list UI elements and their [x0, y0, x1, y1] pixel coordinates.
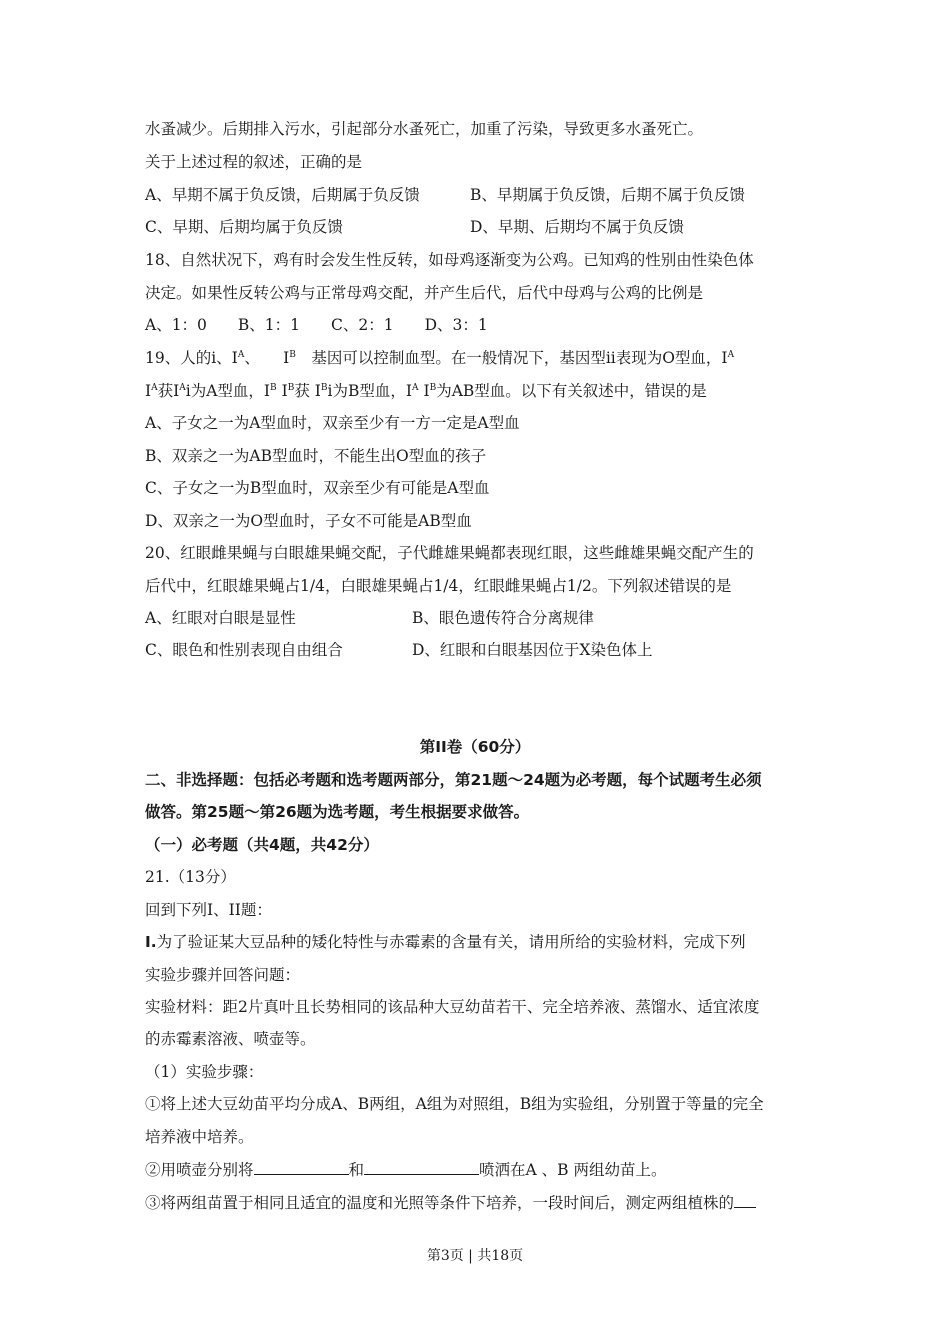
q18-stem-1: 18、自然状况下，鸡有时会发生性反转，如母鸡逐渐变为公鸡。已知鸡的性别由性染色体: [145, 251, 754, 269]
q19-option-b: B、双亲之一为AB型血时，不能生出O型血的孩子: [145, 447, 487, 465]
subsection-title: （一）必考题（共4题，共42分）: [145, 836, 379, 854]
q18-stem-2: 决定。如果性反转公鸡与正常母鸡交配，并产生后代，后代中母鸡与公鸡的比例是: [145, 284, 704, 302]
q17-option-c: C、早期、后期均属于负反馈: [145, 218, 343, 236]
q18-options: A、1：0 B、1：1 C、2：1 D、3：1: [145, 316, 488, 334]
q21-part-i-1: I.为了验证某大豆品种的矮化特性与赤霉素的含量有关，请用所给的实验材料，完成下列: [145, 933, 746, 951]
text-line: 关于上述过程的叙述，正确的是: [145, 153, 363, 171]
q21-steps-heading: （1）实验步骤：: [145, 1063, 264, 1081]
section-title: 第II卷（60分）: [419, 738, 531, 756]
q19-option-d: D、双亲之一为O型血时，子女不可能是AB型血: [145, 512, 472, 530]
q20-option-c: C、眼色和性别表现自由组合: [145, 641, 343, 659]
q21-materials-1: 实验材料：距2片真叶且长势相同的该品种大豆幼苗若干、完全培养液、蒸馏水、适宜浓度: [145, 998, 760, 1016]
q17-option-a: A、早期不属于负反馈，后期属于负反馈: [145, 186, 420, 204]
q21-step-2: ②用喷壶分别将 和 喷洒在A 、B 两组幼苗上。: [145, 1158, 666, 1181]
answer-blank[interactable]: [364, 1158, 479, 1175]
answer-blank[interactable]: [734, 1191, 756, 1208]
q21-heading: 21.（13分）: [145, 868, 236, 886]
q17-option-b: B、早期属于负反馈，后期不属于负反馈: [470, 186, 745, 204]
page-footer: 第3页 | 共18页: [426, 1248, 524, 1264]
q20-options-row-2: [145, 639, 845, 661]
answer-blank[interactable]: [254, 1158, 349, 1175]
q20-option-b: B、眼色遗传符合分离规律: [412, 609, 594, 627]
q19-stem-1: 19、人的i、$I^A$、 $I^B$ 基因可以控制血型。在一般情况下，基因型ii表现为O型血，$I^A$: [145, 349, 735, 367]
q20-stem-2: 后代中，红眼雄果蝇占1/4，白眼雄果蝇占1/4，红眼雌果蝇占1/2。下列叙述错误的是: [145, 577, 732, 595]
q17-option-d: D、早期、后期均不属于负反馈: [470, 218, 684, 236]
q19-option-c: C、子女之一为B型血时，双亲至少有可能是A型血: [145, 479, 490, 497]
q19-option-a: A、子女之一为A型血时，双亲至少有一方一定是A型血: [145, 414, 520, 432]
section-instructions-2: 做答。第25题～第26题为选考题，考生根据要求做答。: [145, 803, 530, 821]
q20-options-row-1: [145, 607, 845, 629]
q21-step-1a: ①将上述大豆幼苗平均分成A、B两组，A组为对照组，B组为实验组，分别置于等量的完全: [145, 1095, 764, 1113]
q21-intro: 回到下列I、II题：: [145, 901, 272, 919]
text-line: 水蚤减少。后期排入污水，引起部分水蚤死亡，加重了污染，导致更多水蚤死亡。: [145, 120, 704, 138]
q20-option-a: A、红眼对白眼是显性: [145, 609, 296, 627]
q21-materials-2: 的赤霉素溶液、喷壶等。: [145, 1030, 316, 1048]
q21-step-3: ③将两组苗置于相同且适宜的温度和光照等条件下培养，一段时间后，测定两组植株的: [145, 1191, 756, 1214]
q21-step-1b: 培养液中培养。: [145, 1128, 254, 1146]
q17-options-row-1: [145, 184, 845, 206]
q21-part-i-2: 实验步骤并回答问题：: [145, 966, 301, 984]
section-instructions-1: 二、非选择题：包括必考题和选考题两部分，第21题～24题为必考题，每个试题考生必须: [145, 771, 762, 789]
q20-stem-1: 20、红眼雌果蝇与白眼雄果蝇交配，子代雌雄果蝇都表现红眼，这些雌雄果蝇交配产生的: [145, 544, 754, 562]
q19-stem-2: $I^A$获$I^Ai$为A型血，$I^B$ $I^B$获 $I^Bi$为B型血，$I^A$ $I^B$为AB型血。以下有关叙述中，错误的是: [145, 382, 707, 400]
q20-option-d: D、红眼和白眼基因位于X染色体上: [412, 641, 653, 659]
q17-options-row-2: [145, 216, 845, 238]
